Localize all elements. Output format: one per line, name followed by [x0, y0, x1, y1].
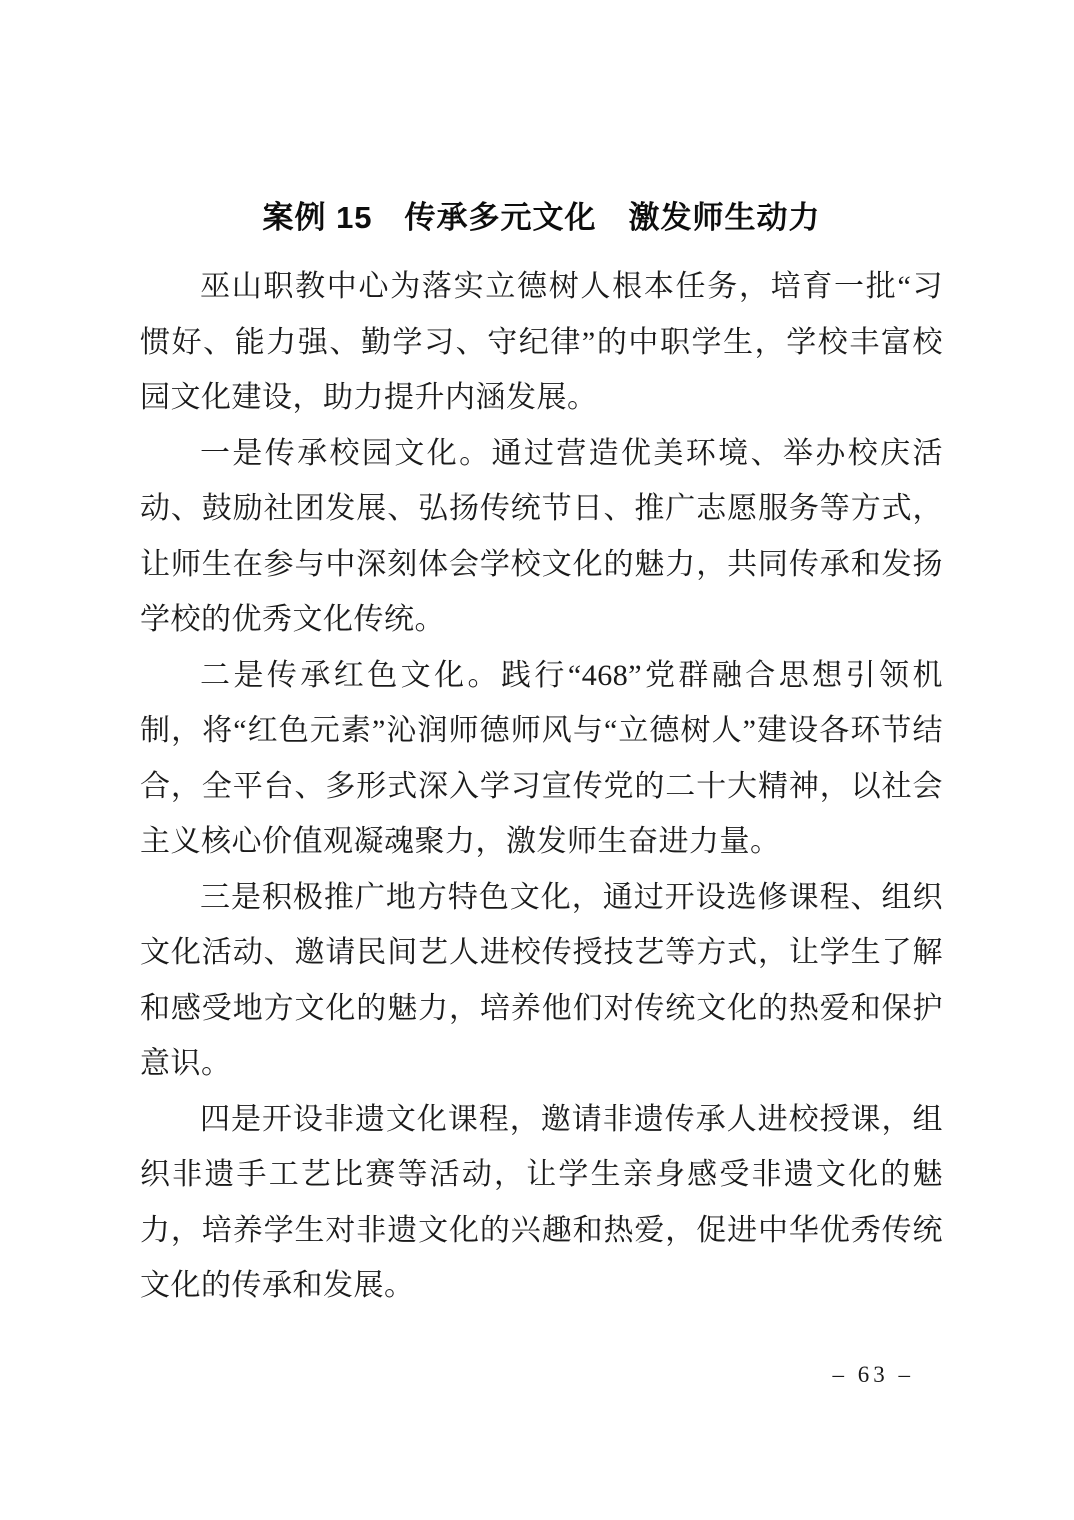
document-body — [140, 259, 943, 1314]
page-number: – 63 – — [832, 1362, 914, 1387]
paragraph-point-1: 一是传承校园文化。通过营造优美环境、举办校庆活动、鼓励社团发展、弘扬传统节日、推广志愿服务等方式，让师生在参与中深刻体会学校文化的魅力，共同传承和发扬学校的优秀文化传统。 — [140, 436, 943, 636]
page-title: 案例 15 传承多元文化 激发师生动力 — [262, 200, 821, 235]
document-content — [140, 192, 943, 1314]
paragraph-point-2: 二是传承红色文化。践行“468”党群融合思想引领机制，将“红色元素”沁润师德师风与“立德树人”建设各环节结合，全平台、多形式深入学习宣传党的二十大精神，以社会主义核心价值观凝魂聚力，激发师生奋进力量。 — [140, 658, 943, 858]
paragraph-intro: 巫山职教中心为落实立德树人根本任务，培育一批“习惯好、能力强、勤学习、守纪律”的中职学生，学校丰富校园文化建设，助力提升内涵发展。 — [140, 270, 943, 414]
paragraph-point-3: 三是积极推广地方特色文化，通过开设选修课程、组织文化活动、邀请民间艺人进校传授技艺等方式，让学生了解和感受地方文化的魅力，培养他们对传统文化的热爱和保护意识。 — [140, 880, 943, 1080]
paragraph-point-4: 四是开设非遗文化课程，邀请非遗传承人进校授课，组织非遗手工艺比赛等活动，让学生亲身感受非遗文化的魅力，培养学生对非遗文化的兴趣和热爱，促进中华优秀传统文化的传承和发展。 — [140, 1102, 943, 1302]
